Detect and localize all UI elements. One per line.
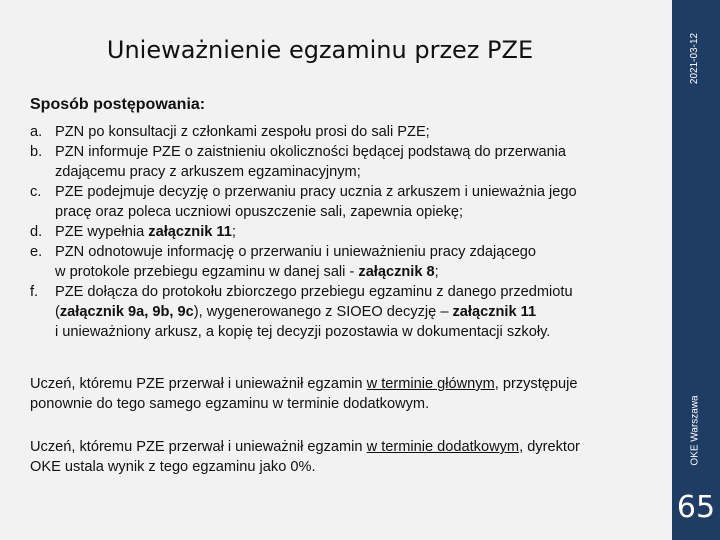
paragraph-main-term xyxy=(30,374,650,414)
paragraph-additional-term xyxy=(30,437,650,477)
list-text: i unieważniony arkusz, a kopię tej decyzji pozostawia w dokumentacji szkoły. xyxy=(55,324,551,340)
para-text: Uczeń, któremu PZE przerwał i unieważnił egzamin xyxy=(30,439,367,455)
list-item xyxy=(30,222,642,242)
page-number: 65 xyxy=(676,490,716,525)
list-item xyxy=(30,142,642,182)
list-item xyxy=(30,282,642,342)
underlined-term: w terminie głównym xyxy=(366,376,495,392)
list-text: ( xyxy=(55,304,60,320)
list-letter: e. xyxy=(30,244,43,260)
list-text: ; xyxy=(231,224,236,240)
list-text: PZE dołącza do protokołu zbiorczego przebiegu egzaminu z danego przedmiotu xyxy=(55,284,573,300)
list-text: PZE wypełnia xyxy=(55,224,149,240)
para-text: ponownie do tego samego egzaminu w terminie dodatkowym. xyxy=(30,396,430,412)
steps-list xyxy=(30,122,642,342)
bold-reference: załącznik 11 xyxy=(148,224,232,240)
list-text: zdającemu pracy z arkuszem egzaminacyjnym; xyxy=(55,164,361,180)
para-text: , dyrektor xyxy=(519,439,580,455)
list-text: PZN odnotowuje informację o przerwaniu i unieważnieniu pracy zdającego xyxy=(55,244,537,260)
bold-reference: załącznik 9a, 9b, 9c xyxy=(59,304,194,320)
list-letter: f. xyxy=(30,284,39,300)
para-text: , przystępuje xyxy=(494,376,578,392)
org-text: OKE Warszawa xyxy=(689,394,701,466)
list-letter: d. xyxy=(30,224,43,240)
date-label xyxy=(673,28,717,88)
list-letter: c. xyxy=(30,184,42,200)
list-text: ; xyxy=(434,264,439,280)
bold-reference: załącznik 11 xyxy=(452,304,537,320)
list-item xyxy=(30,122,642,142)
section-heading: Sposób postępowania: xyxy=(30,96,206,113)
list-letter: b. xyxy=(30,144,43,160)
list-text: ), wygenerowanego z SIOEO decyzję – xyxy=(193,304,453,320)
list-text: PZN po konsultacji z członkami zespołu prosi do sali PZE; xyxy=(55,124,430,140)
underlined-term: w terminie dodatkowym xyxy=(366,439,520,455)
org-label xyxy=(673,380,717,480)
slide-title: Unieważnienie egzaminu przez PZE xyxy=(106,36,534,64)
date-text: 2021-03-12 xyxy=(689,32,701,84)
para-text: OKE ustala wynik z tego egzaminu jako 0%. xyxy=(30,459,316,475)
list-text: PZE podejmuje decyzję o przerwaniu pracy ucznia z arkuszem i unieważnia jego xyxy=(55,184,577,200)
list-text: w protokole przebiegu egzaminu w danej sali - xyxy=(55,264,359,280)
list-letter: a. xyxy=(30,124,43,140)
bold-reference: załącznik 8 xyxy=(358,264,435,280)
list-text: PZN informuje PZE o zaistnieniu okoliczności będącej podstawą do przerwania xyxy=(55,144,567,160)
list-text: pracę oraz poleca uczniowi opuszczenie sali, zapewnia opiekę; xyxy=(55,204,464,220)
list-item xyxy=(30,182,642,222)
list-item xyxy=(30,242,642,282)
para-text: Uczeń, któremu PZE przerwał i unieważnił egzamin xyxy=(30,376,367,392)
